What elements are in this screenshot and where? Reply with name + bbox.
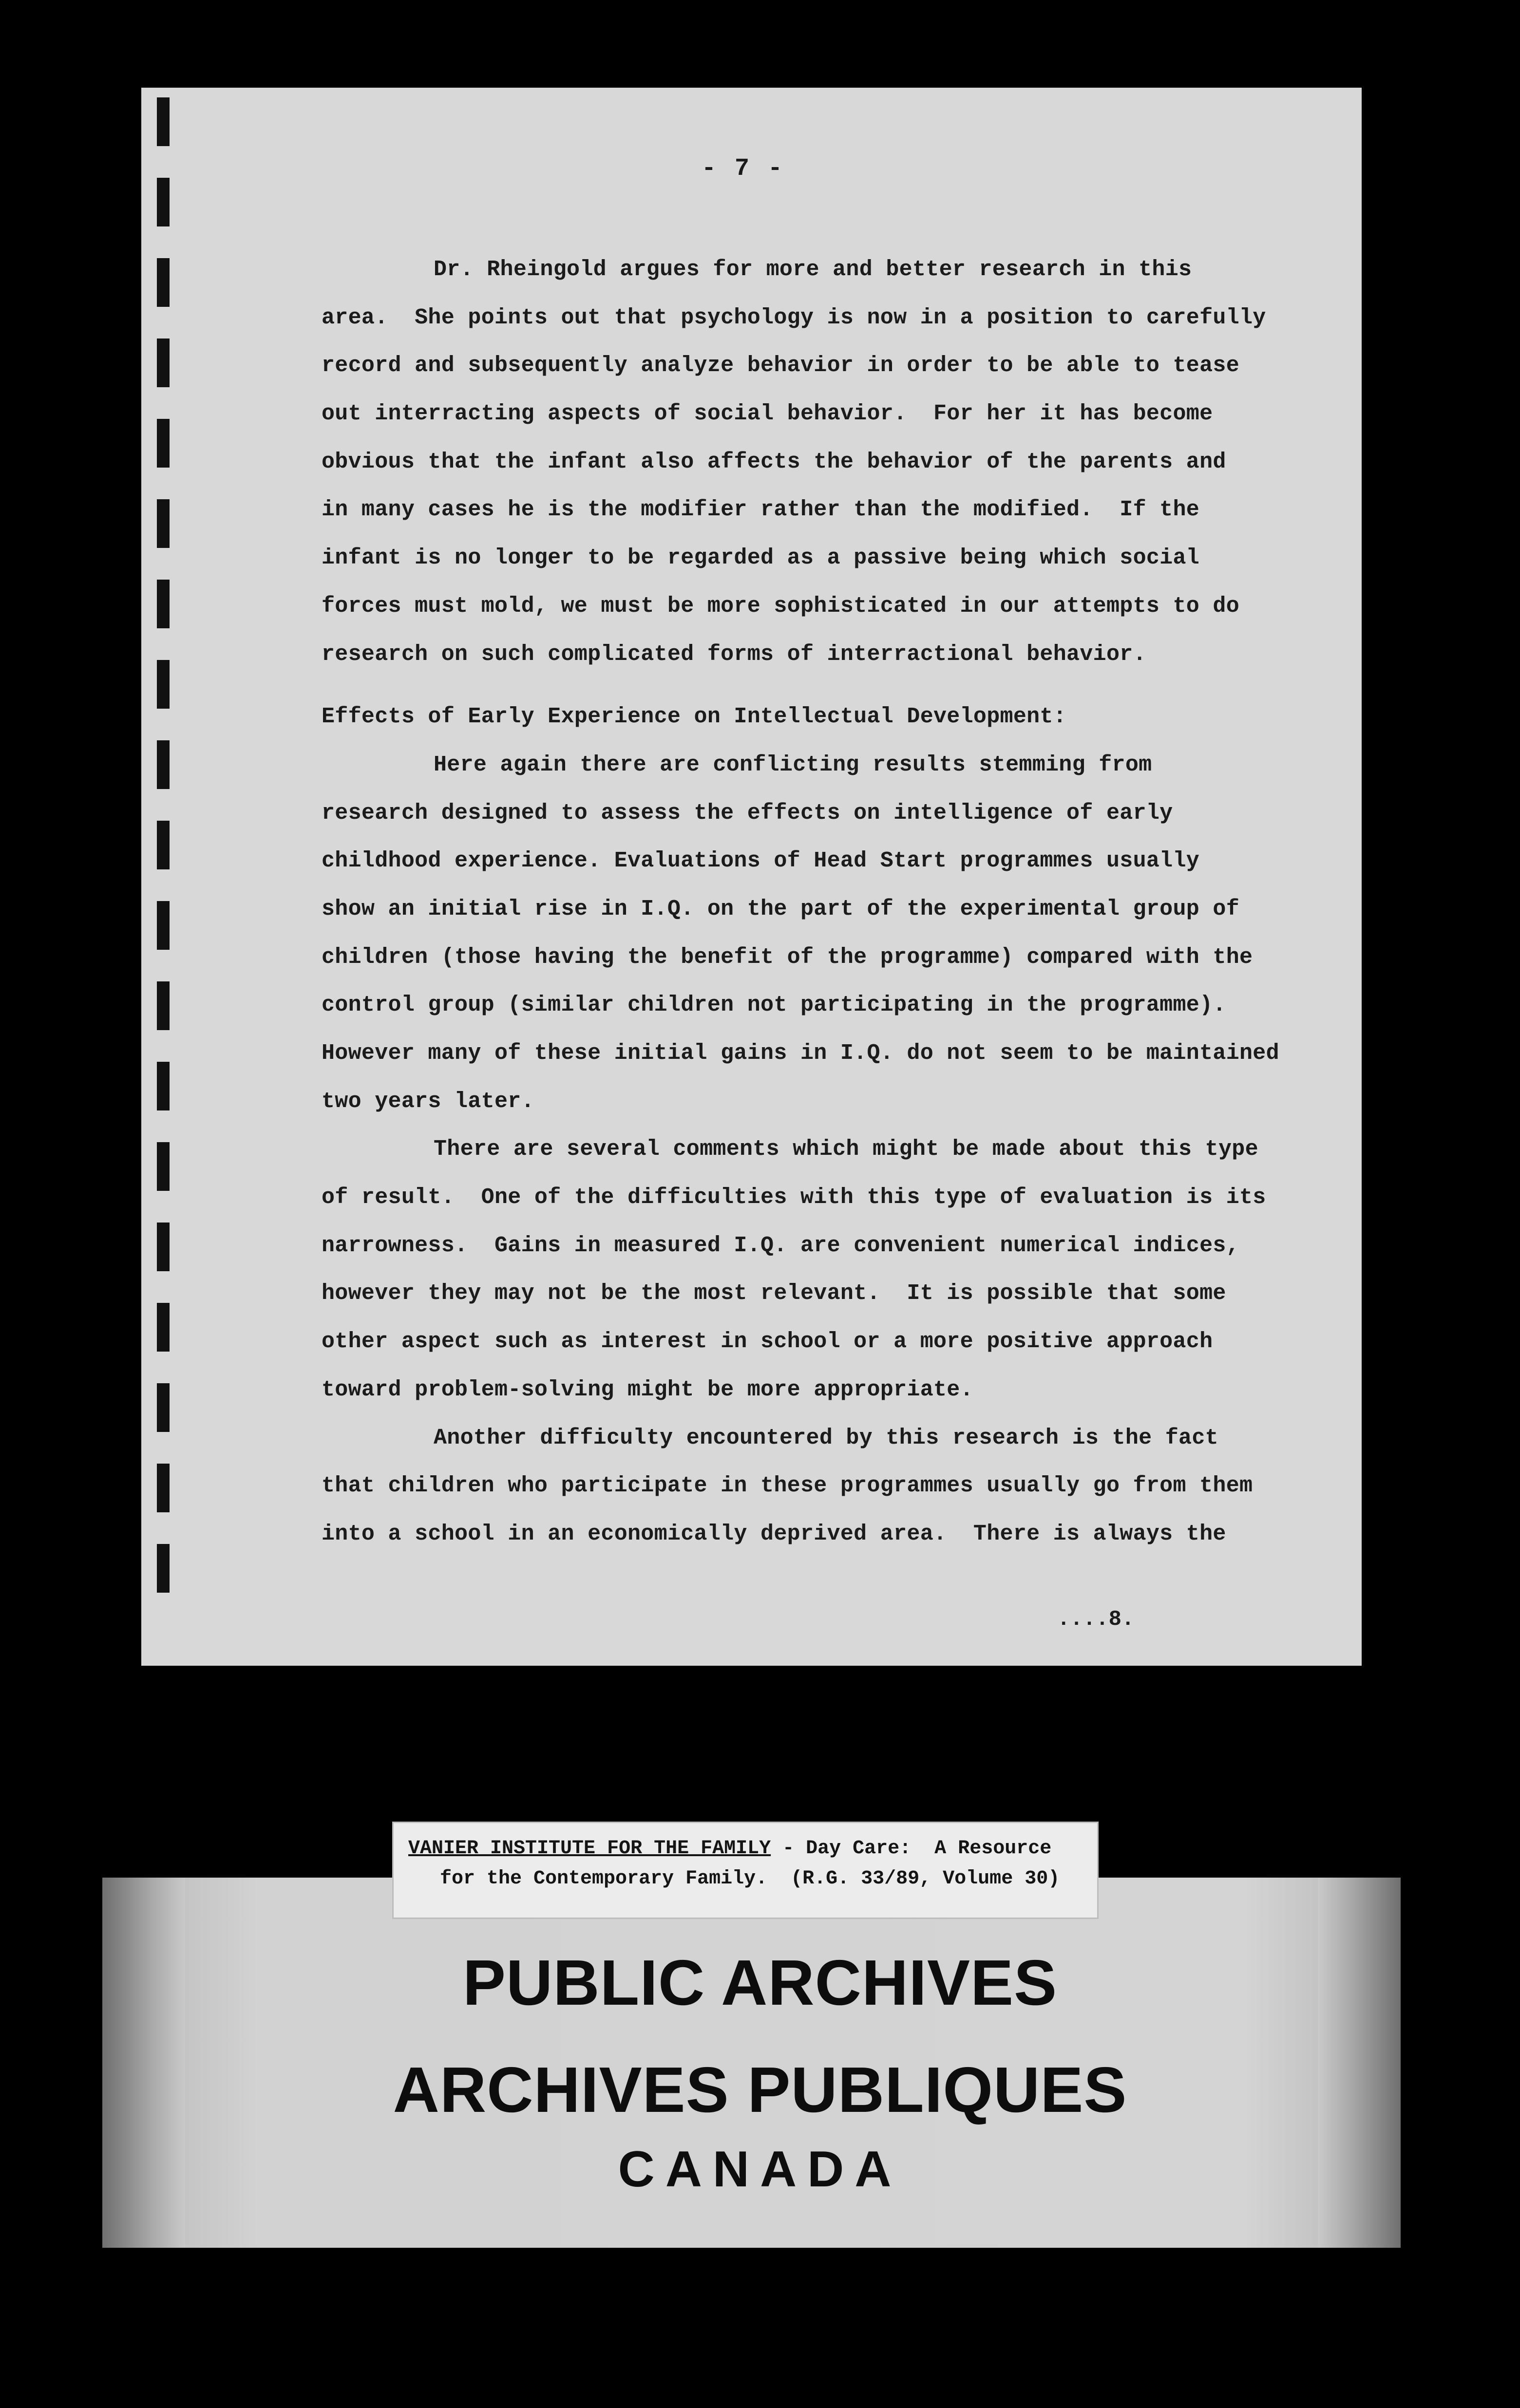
text-line: however they may not be the most relevant. It is possible that some: [322, 1281, 1226, 1306]
archive-label-card: [392, 1822, 1099, 1919]
text-line: toward problem-solving might be more appropriate.: [322, 1377, 973, 1402]
binding-mark: [157, 339, 170, 387]
binding-mark: [157, 1142, 170, 1191]
binding-mark: [157, 981, 170, 1030]
binding-mark: [157, 178, 170, 226]
binding-mark: [157, 660, 170, 709]
text-line: that children who participate in these programmes usually go from them: [322, 1473, 1253, 1499]
binding-mark: [157, 821, 170, 869]
text-line: obvious that the infant also affects the behavior of the parents and: [322, 449, 1226, 474]
binding-mark: [157, 580, 170, 628]
binding-mark: [157, 258, 170, 307]
text-line: in many cases he is the modifier rather than the modified. If the: [322, 497, 1200, 523]
text-line: research designed to assess the effects on intelligence of early: [322, 800, 1173, 826]
binding-marks: [157, 97, 171, 1617]
text-line: control group (similar children not participating in the programme).: [322, 993, 1226, 1018]
binding-mark: [157, 901, 170, 950]
text-line: childhood experience. Evaluations of Head Start programmes usually: [322, 848, 1200, 874]
text-line: Another difficulty encountered by this research is the fact: [434, 1425, 1218, 1450]
text-line: Dr. Rheingold argues for more and better research in this: [434, 257, 1192, 282]
text-line: infant is no longer to be regarded as a passive being which social: [322, 546, 1200, 571]
binding-mark: [157, 499, 170, 548]
text-line: forces must mold, we must be more sophisticated in our attempts to do: [322, 593, 1240, 619]
binding-mark: [157, 1544, 170, 1593]
text-line: Here again there are conflicting results stemming from: [434, 752, 1152, 777]
text-line: narrowness. Gains in measured I.Q. are convenient numerical indices,: [322, 1233, 1240, 1258]
page-number: - 7 -: [702, 155, 785, 183]
text-line: two years later.: [322, 1089, 534, 1114]
section-heading: Effects of Early Experience on Intellectual Development:: [322, 704, 1067, 730]
text-line: However many of these initial gains in I.Q. do not seem to be maintained: [322, 1041, 1279, 1066]
text-line: into a school in an economically deprived area. There is always the: [322, 1521, 1226, 1546]
continuation-marker: ....8.: [1057, 1607, 1135, 1632]
binding-mark: [157, 740, 170, 789]
text-line: research on such complicated forms of interractional behavior.: [322, 641, 1146, 667]
text-line: There are several comments which might be made about this type: [434, 1137, 1258, 1162]
archive-country: CANADA: [618, 2141, 902, 2198]
binding-mark: [157, 97, 170, 146]
text-line: show an initial rise in I.Q. on the part of the experimental group of: [322, 896, 1240, 922]
text-line: out interracting aspects of social behavior. For her it has become: [322, 401, 1213, 427]
binding-mark: [157, 1383, 170, 1432]
binding-mark: [157, 1464, 170, 1512]
label-title: - Day Care: A Resource: [771, 1838, 1052, 1860]
text-line: other aspect such as interest in school or a more positive approach: [322, 1329, 1213, 1354]
binding-mark: [157, 419, 170, 468]
label-line-1: [408, 1838, 1051, 1860]
text-line: area. She points out that psychology is now in a position to carefully: [322, 305, 1266, 330]
archive-title-english: PUBLIC ARCHIVES: [462, 1947, 1058, 2018]
text-line: of result. One of the difficulties with this type of evaluation is its: [322, 1185, 1266, 1210]
label-line-2: for the Contemporary Family. (R.G. 33/89, Volume 30): [440, 1868, 1060, 1890]
label-institute: VANIER INSTITUTE FOR THE FAMILY: [408, 1838, 771, 1860]
archive-title-french: ARCHIVES PUBLIQUES: [393, 2054, 1127, 2126]
text-line: children (those having the benefit of the programme) compared with the: [322, 944, 1253, 970]
text-line: record and subsequently analyze behavior in order to be able to tease: [322, 353, 1240, 378]
binding-mark: [157, 1062, 170, 1110]
binding-mark: [157, 1223, 170, 1271]
body-text: [322, 246, 1279, 1559]
binding-mark: [157, 1303, 170, 1352]
